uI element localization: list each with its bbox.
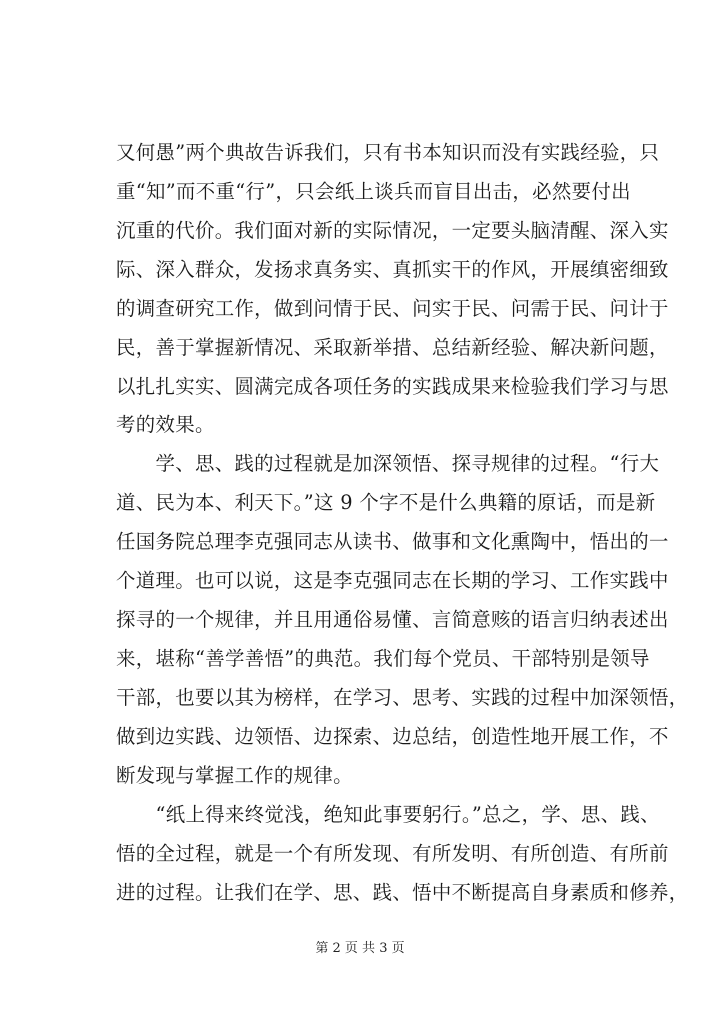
text-line-18: “纸上得来终觉浅，绝知此事要躬行。”总之，学、思、践、	[116, 803, 660, 826]
text-line-15: 干部，也要以其为榜样，在学习、思考、实践的过程中加深领悟，	[116, 686, 689, 709]
text-line-1: 又何愚”两个典故告诉我们，只有书本知识而没有实践经验，只	[116, 141, 660, 164]
text-line-14: 来，堪称“善学善悟”的典范。我们每个党员、干部特别是领导	[116, 647, 650, 670]
text-line-16: 做到边实践、边领悟、边探索、边总结，创造性地开展工作，不	[116, 725, 669, 748]
text-line-2: 重“知”而不重“行”，只会纸上谈兵而盲目出击，必然要付出	[116, 180, 631, 203]
text-line-10: 道、民为本、利天下。”这 9 个字不是什么典籍的原话，而是新	[116, 491, 656, 514]
text-line-5: 的调查研究工作，做到问情于民、问实于民、问需于民、问计于	[116, 297, 669, 320]
text-line-20: 进的过程。让我们在学、思、践、悟中不断提高自身素质和修养，	[116, 881, 689, 904]
text-line-9: 学、思、践的过程就是加深领悟、探寻规律的过程。“行大	[116, 452, 660, 475]
text-line-12: 个道理。也可以说，这是李克强同志在长期的学习、工作实践中	[116, 569, 669, 592]
text-line-19: 悟的全过程，就是一个有所发现、有所发明、有所创造、有所前	[116, 842, 669, 865]
text-line-4: 际、深入群众，发扬求真务实、真抓实干的作风，开展缜密细致	[116, 258, 669, 281]
text-line-6: 民，善于掌握新情况、采取新举措、总结新经验、解决新问题，	[116, 336, 669, 359]
text-line-7: 以扎扎实实、圆满完成各项任务的实践成果来检验我们学习与思	[116, 375, 669, 398]
text-line-3: 沉重的代价。我们面对新的实际情况，一定要头脑清醒、深入实	[116, 219, 669, 242]
text-line-11: 任国务院总理李克强同志从读书、做事和文化熏陶中，悟出的一	[116, 530, 669, 553]
text-line-17: 断发现与掌握工作的规律。	[116, 764, 353, 787]
text-line-8: 考的效果。	[116, 413, 215, 436]
page-number-footer: 第 2 页 共 3 页	[315, 941, 405, 956]
text-line-13: 探寻的一个规律，并且用通俗易懂、言简意赅的语言归纳表述出	[116, 608, 669, 631]
